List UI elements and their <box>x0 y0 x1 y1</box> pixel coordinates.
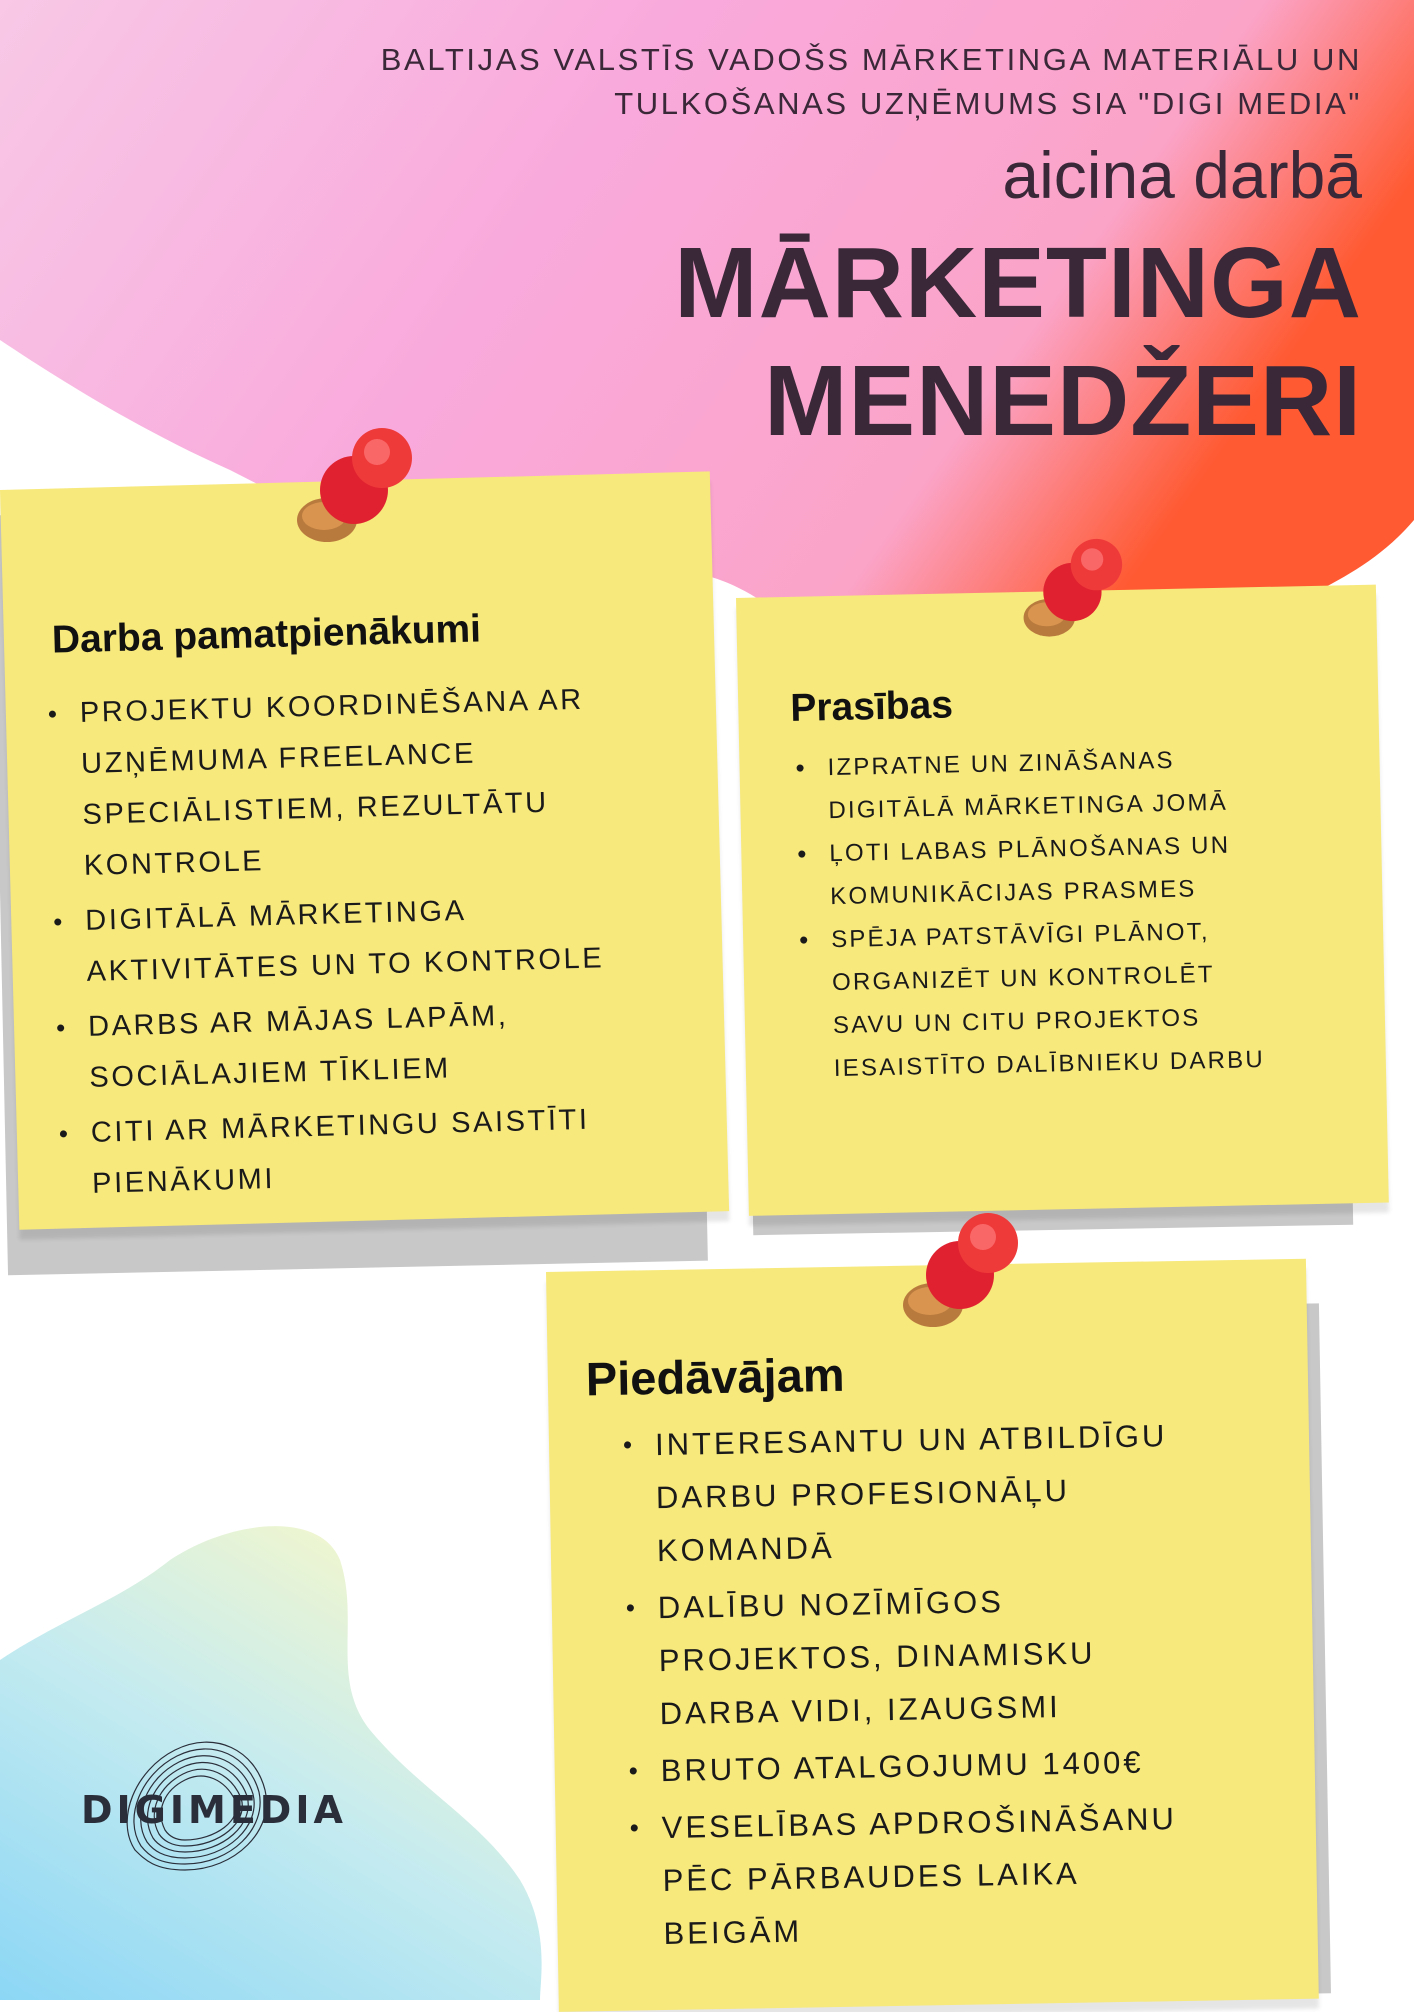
duties-item: • PROJEKTU KOORDINĒŠANA AR UZŅĒMUMA FREELANCE SPECIĀLISTIEM, REZULTĀTU KONTROLE <box>47 673 652 893</box>
pin-icon <box>282 420 432 560</box>
offer-item: • VESELĪBAS APDROŠINĀŠANU PĒC PĀRBAUDES LAIKA BEIGĀM <box>629 1792 1212 1961</box>
invite-text: aicina darbā <box>1002 138 1362 212</box>
requirements-item: • IZPRATNE UN ZINĀŠANAS DIGITĀLĀ MĀRKETINGA JOMĀ <box>795 737 1267 833</box>
requirements-item: • ĻOTI LABAS PLĀNOŠANAS UN KOMUNIKĀCIJAS PRASMES <box>797 823 1269 919</box>
offer-title: Piedāvājam <box>585 1347 845 1406</box>
pin-icon <box>888 1205 1038 1345</box>
duties-title: Darba pamatpienākumi <box>51 607 482 662</box>
duties-item: • CITI AR MĀRKETINGU SAISTĪTI PIENĀKUMI <box>58 1093 660 1211</box>
header <box>62 38 1362 460</box>
requirements-list <box>795 737 1272 1091</box>
offer-item: • BRUTO ATALGOJUMU 1400€ <box>628 1735 1209 1798</box>
offer-item: • INTERESANTU UN ATBILDĪGU DARBU PROFESIONĀĻU KOMANDĀ <box>623 1409 1206 1578</box>
pin-icon <box>1005 532 1145 652</box>
duties-note <box>0 471 729 1229</box>
company-line-2: TULKOŠANAS UZŅĒMUMS SIA "DIGI MEDIA" <box>614 86 1362 121</box>
offer-item: • DALĪBU NOZĪMĪGOS PROJEKTOS, DINAMISKU DARBA VIDI, IZAUGSMI <box>625 1572 1208 1741</box>
requirements-item: • SPĒJA PATSTĀVĪGI PLĀNOT, ORGANIZĒT UN KONTROLĒT SAVU UN CITU PROJEKTOS IESAISTĪTO DALĪBNIEKU DARBU <box>799 909 1272 1091</box>
offer-note <box>546 1259 1319 2012</box>
requirements-title: Prasības <box>789 683 954 730</box>
digimedia-logo <box>75 1710 347 1880</box>
offer-list <box>623 1409 1212 1961</box>
duties-item: • DIGITĀLĀ MĀRKETINGA AKTIVITĀTES UN TO KONTROLE <box>53 881 655 999</box>
job-title-line-1: MĀRKETINGA <box>674 227 1362 339</box>
requirements-note <box>736 585 1389 1216</box>
duties-list <box>47 673 660 1211</box>
job-title-line-2: MENEDŽERI <box>764 345 1362 457</box>
company-line-1: BALTIJAS VALSTĪS VADOŠS MĀRKETINGA MATERIĀLU UN <box>380 42 1362 77</box>
duties-item: • DARBS AR MĀJAS LAPĀM, SOCIĀLAJIEM TĪKLIEM <box>55 987 657 1105</box>
logo-text: DIGIMEDIA <box>81 1788 347 1832</box>
